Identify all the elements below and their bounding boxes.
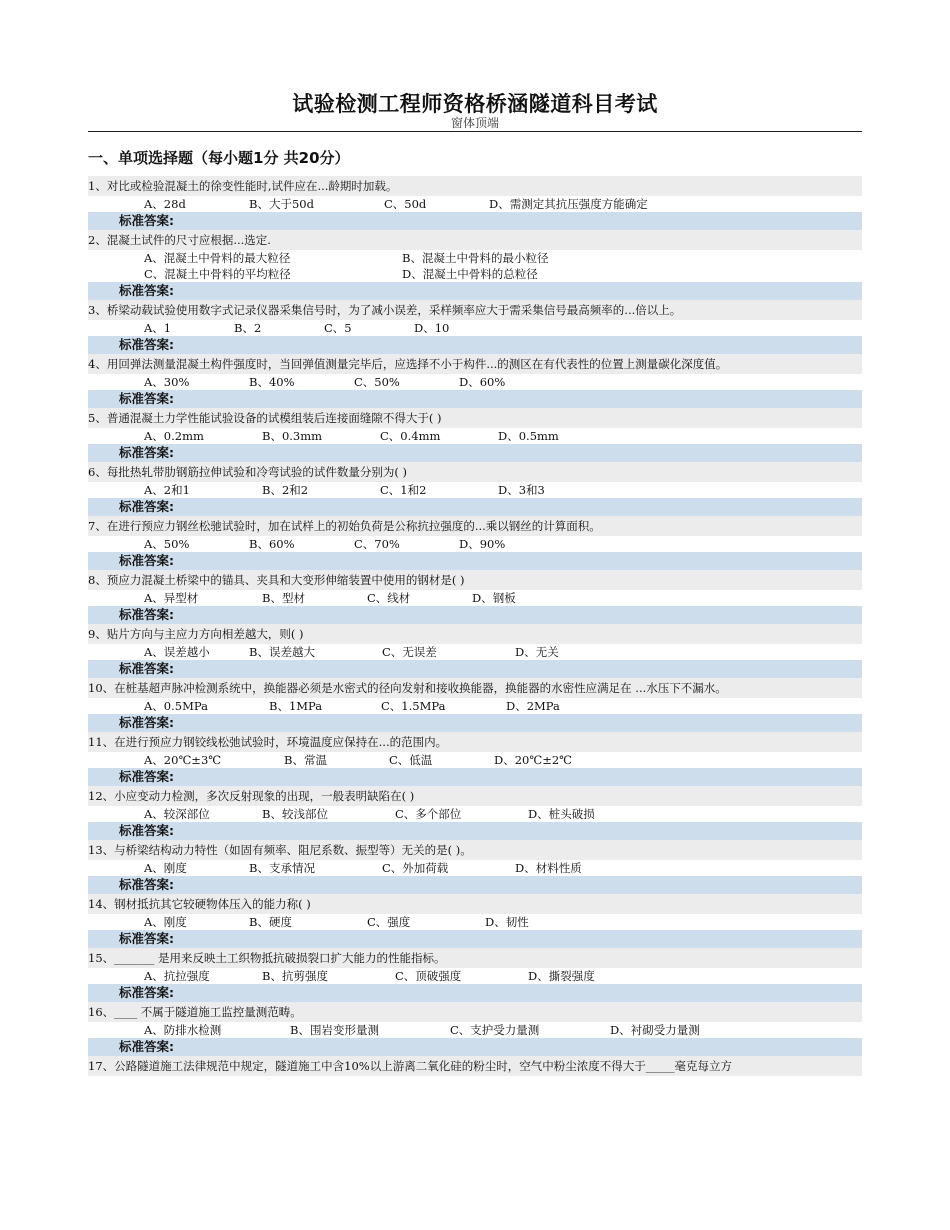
standard-answer-label: 标准答案:: [88, 390, 862, 408]
answer-option: B、60%: [249, 537, 295, 551]
answer-option: B、围岩变形量测: [290, 1023, 379, 1037]
answer-option: A、30%: [144, 375, 190, 389]
answer-option: A、0.2mm: [144, 429, 204, 443]
answer-option: D、桩头破损: [528, 807, 595, 821]
standard-answer-label: 标准答案:: [88, 444, 862, 462]
answer-option: B、较浅部位: [262, 807, 328, 821]
question-text: 12、小应变动力检测，多次反射现象的出现，一般表明缺陷在( ): [88, 786, 862, 806]
answer-option: B、误差越大: [249, 645, 315, 659]
answer-option: B、型材: [262, 591, 305, 605]
standard-answer-label: 标准答案:: [88, 984, 862, 1002]
answer-option: A、50%: [144, 537, 190, 551]
answer-option: A、2和1: [144, 483, 190, 497]
answer-option: C、50%: [354, 375, 400, 389]
question-item: [88, 300, 862, 354]
answer-option: C、无误差: [382, 645, 437, 659]
answer-option: D、20℃±2℃: [494, 753, 573, 767]
question-text: 3、桥梁动载试验使用数字式记录仪器采集信号时，为了减小误差，采样频率应大于需采集信号最高频率的...倍以上。: [88, 300, 862, 320]
option-row: [88, 590, 862, 606]
standard-answer-label: 标准答案:: [88, 822, 862, 840]
option-row: [88, 266, 862, 282]
answer-option: D、衬砌受力量测: [610, 1023, 700, 1037]
answer-option: C、0.4mm: [380, 429, 441, 443]
question-text: 1、对比或检验混凝土的徐变性能时,试件应在...龄期时加载。: [88, 176, 862, 196]
answer-option: B、大于50d: [249, 197, 314, 211]
option-row: [88, 250, 862, 266]
standard-answer-label: 标准答案:: [88, 930, 862, 948]
option-row: [88, 914, 862, 930]
standard-answer-label: 标准答案:: [88, 660, 862, 678]
document-subtitle: 窗体顶端: [450, 116, 499, 130]
header-divider: [88, 131, 862, 132]
answer-option: C、70%: [354, 537, 400, 551]
answer-option: B、40%: [249, 375, 295, 389]
answer-option: B、硬度: [249, 915, 292, 929]
answer-option: D、混凝土中骨料的总粒径: [402, 267, 538, 281]
answer-option: D、2MPa: [506, 699, 560, 713]
answer-option: A、刚度: [144, 915, 187, 929]
question-item: [88, 354, 862, 408]
question-text: 14、钢材抵抗其它较硬物体压入的能力称( ): [88, 894, 862, 914]
question-item: [88, 230, 862, 300]
answer-option: A、抗拉强度: [144, 969, 210, 983]
option-row: [88, 428, 862, 444]
answer-option: A、异型材: [144, 591, 199, 605]
answer-option: C、混凝土中骨料的平均粒径: [144, 267, 291, 281]
answer-option: D、60%: [459, 375, 506, 389]
question-item: [88, 624, 862, 678]
answer-option: D、10: [414, 321, 450, 335]
question-text: 2、混凝土试件的尺寸应根据...选定.: [88, 230, 862, 250]
option-row: [88, 752, 862, 768]
answer-option: C、低温: [389, 753, 433, 767]
section-heading: 一、单项选择题（每小题1分 共20分）: [88, 149, 350, 167]
question-item: [88, 948, 862, 1002]
question-text: 11、在进行预应力钢铰线松弛试验时，环境温度应保持在...的范围内。: [88, 732, 862, 752]
question-item: [88, 1056, 862, 1076]
answer-option: D、90%: [459, 537, 506, 551]
answer-option: D、0.5mm: [498, 429, 559, 443]
answer-option: C、支护受力量测: [450, 1023, 540, 1037]
option-row: [88, 968, 862, 984]
question-item: [88, 176, 862, 230]
document-title: 试验检测工程师资格桥涵隧道科目考试: [292, 92, 658, 116]
answer-option: D、3和3: [498, 483, 545, 497]
question-list: [88, 176, 862, 1076]
answer-option: D、材料性质: [515, 861, 582, 875]
answer-option: A、混凝土中骨料的最大粒径: [144, 251, 291, 265]
answer-option: A、20℃±3℃: [144, 753, 222, 767]
standard-answer-label: 标准答案:: [88, 876, 862, 894]
answer-option: C、外加荷载: [382, 861, 449, 875]
question-item: [88, 570, 862, 624]
question-text: 4、用回弹法测量混凝土构件强度时，当回弹值测量完毕后，应选择不小于构件...的测区在有代表性的位置上测量碳化深度值。: [88, 354, 862, 374]
question-text: 7、在进行预应力钢丝松驰试验时，加在试样上的初始负荷是公称抗拉强度的...乘以钢丝的计算面积。: [88, 516, 862, 536]
standard-answer-label: 标准答案:: [88, 768, 862, 786]
answer-option: C、1.5MPa: [381, 699, 446, 713]
standard-answer-label: 标准答案:: [88, 606, 862, 624]
answer-option: B、2和2: [262, 483, 309, 497]
option-row: [88, 320, 862, 336]
option-row: [88, 644, 862, 660]
answer-option: D、需测定其抗压强度方能确定: [489, 197, 648, 211]
answer-option: A、刚度: [144, 861, 187, 875]
option-row: [88, 860, 862, 876]
option-row: [88, 374, 862, 390]
answer-option: D、钢板: [472, 591, 516, 605]
question-text: 8、预应力混凝土桥梁中的锚具、夹具和大变形伸缩装置中使用的钢材是( ): [88, 570, 862, 590]
answer-option: C、多个部位: [395, 807, 462, 821]
standard-answer-label: 标准答案:: [88, 212, 862, 230]
answer-option: B、抗剪强度: [262, 969, 328, 983]
question-item: [88, 462, 862, 516]
option-row: [88, 1022, 862, 1038]
answer-option: A、28d: [144, 197, 186, 211]
answer-option: A、1: [144, 321, 172, 335]
answer-option: A、误差越小: [144, 645, 210, 659]
option-row: [88, 196, 862, 212]
question-text: 16、____ 不属于隧道施工监控量测范畴。: [88, 1002, 862, 1022]
question-item: [88, 516, 862, 570]
question-text: 15、_______ 是用来反映土工织物抵抗破损裂口扩大能力的性能指标。: [88, 948, 862, 968]
standard-answer-label: 标准答案:: [88, 498, 862, 516]
standard-answer-label: 标准答案:: [88, 336, 862, 354]
standard-answer-label: 标准答案:: [88, 714, 862, 732]
answer-option: B、0.3mm: [262, 429, 323, 443]
question-text: 13、与桥梁结构动力特性（如固有频率、阻尼系数、振型等）无关的是( )。: [88, 840, 862, 860]
question-item: [88, 732, 862, 786]
question-item: [88, 678, 862, 732]
answer-option: C、1和2: [380, 483, 427, 497]
question-item: [88, 1002, 862, 1056]
standard-answer-label: 标准答案:: [88, 552, 862, 570]
option-row: [88, 806, 862, 822]
answer-option: B、常温: [284, 753, 327, 767]
question-text: 17、公路隧道施工法律规范中规定，隧道施工中含10%以上游离二氧化硅的粉尘时，空气中粉尘浓度不得大于_____毫克每立方: [88, 1056, 862, 1076]
answer-option: D、无关: [515, 645, 559, 659]
answer-option: C、50d: [384, 197, 427, 211]
answer-option: C、顶破强度: [395, 969, 462, 983]
question-item: [88, 786, 862, 840]
question-text: 9、贴片方向与主应力方向相差越大，则( ): [88, 624, 862, 644]
question-item: [88, 840, 862, 894]
answer-option: C、强度: [367, 915, 411, 929]
answer-option: B、1MPa: [269, 699, 323, 713]
standard-answer-label: 标准答案:: [88, 1038, 862, 1056]
answer-option: B、混凝土中骨料的最小粒径: [402, 251, 549, 265]
question-text: 6、每批热轧带肋钢筋拉伸试验和冷弯试验的试件数量分别为( ): [88, 462, 862, 482]
question-item: [88, 408, 862, 462]
answer-option: A、防排水检测: [144, 1023, 222, 1037]
answer-option: A、较深部位: [144, 807, 210, 821]
standard-answer-label: 标准答案:: [88, 282, 862, 300]
answer-option: A、0.5MPa: [144, 699, 208, 713]
answer-option: B、2: [234, 321, 262, 335]
answer-option: D、韧性: [485, 915, 529, 929]
option-row: [88, 482, 862, 498]
answer-option: B、支承情况: [249, 861, 315, 875]
option-row: [88, 536, 862, 552]
answer-option: D、撕裂强度: [528, 969, 595, 983]
answer-option: C、5: [324, 321, 352, 335]
question-item: [88, 894, 862, 948]
answer-option: C、线材: [367, 591, 411, 605]
option-row: [88, 698, 862, 714]
question-text: 10、在桩基超声脉冲检测系统中，换能器必须是水密式的径向发射和接收换能器，换能器的水密性应满足在 ...水压下不漏水。: [88, 678, 862, 698]
question-text: 5、普通混凝土力学性能试验设备的试模组装后连接面缝隙不得大于( ): [88, 408, 862, 428]
